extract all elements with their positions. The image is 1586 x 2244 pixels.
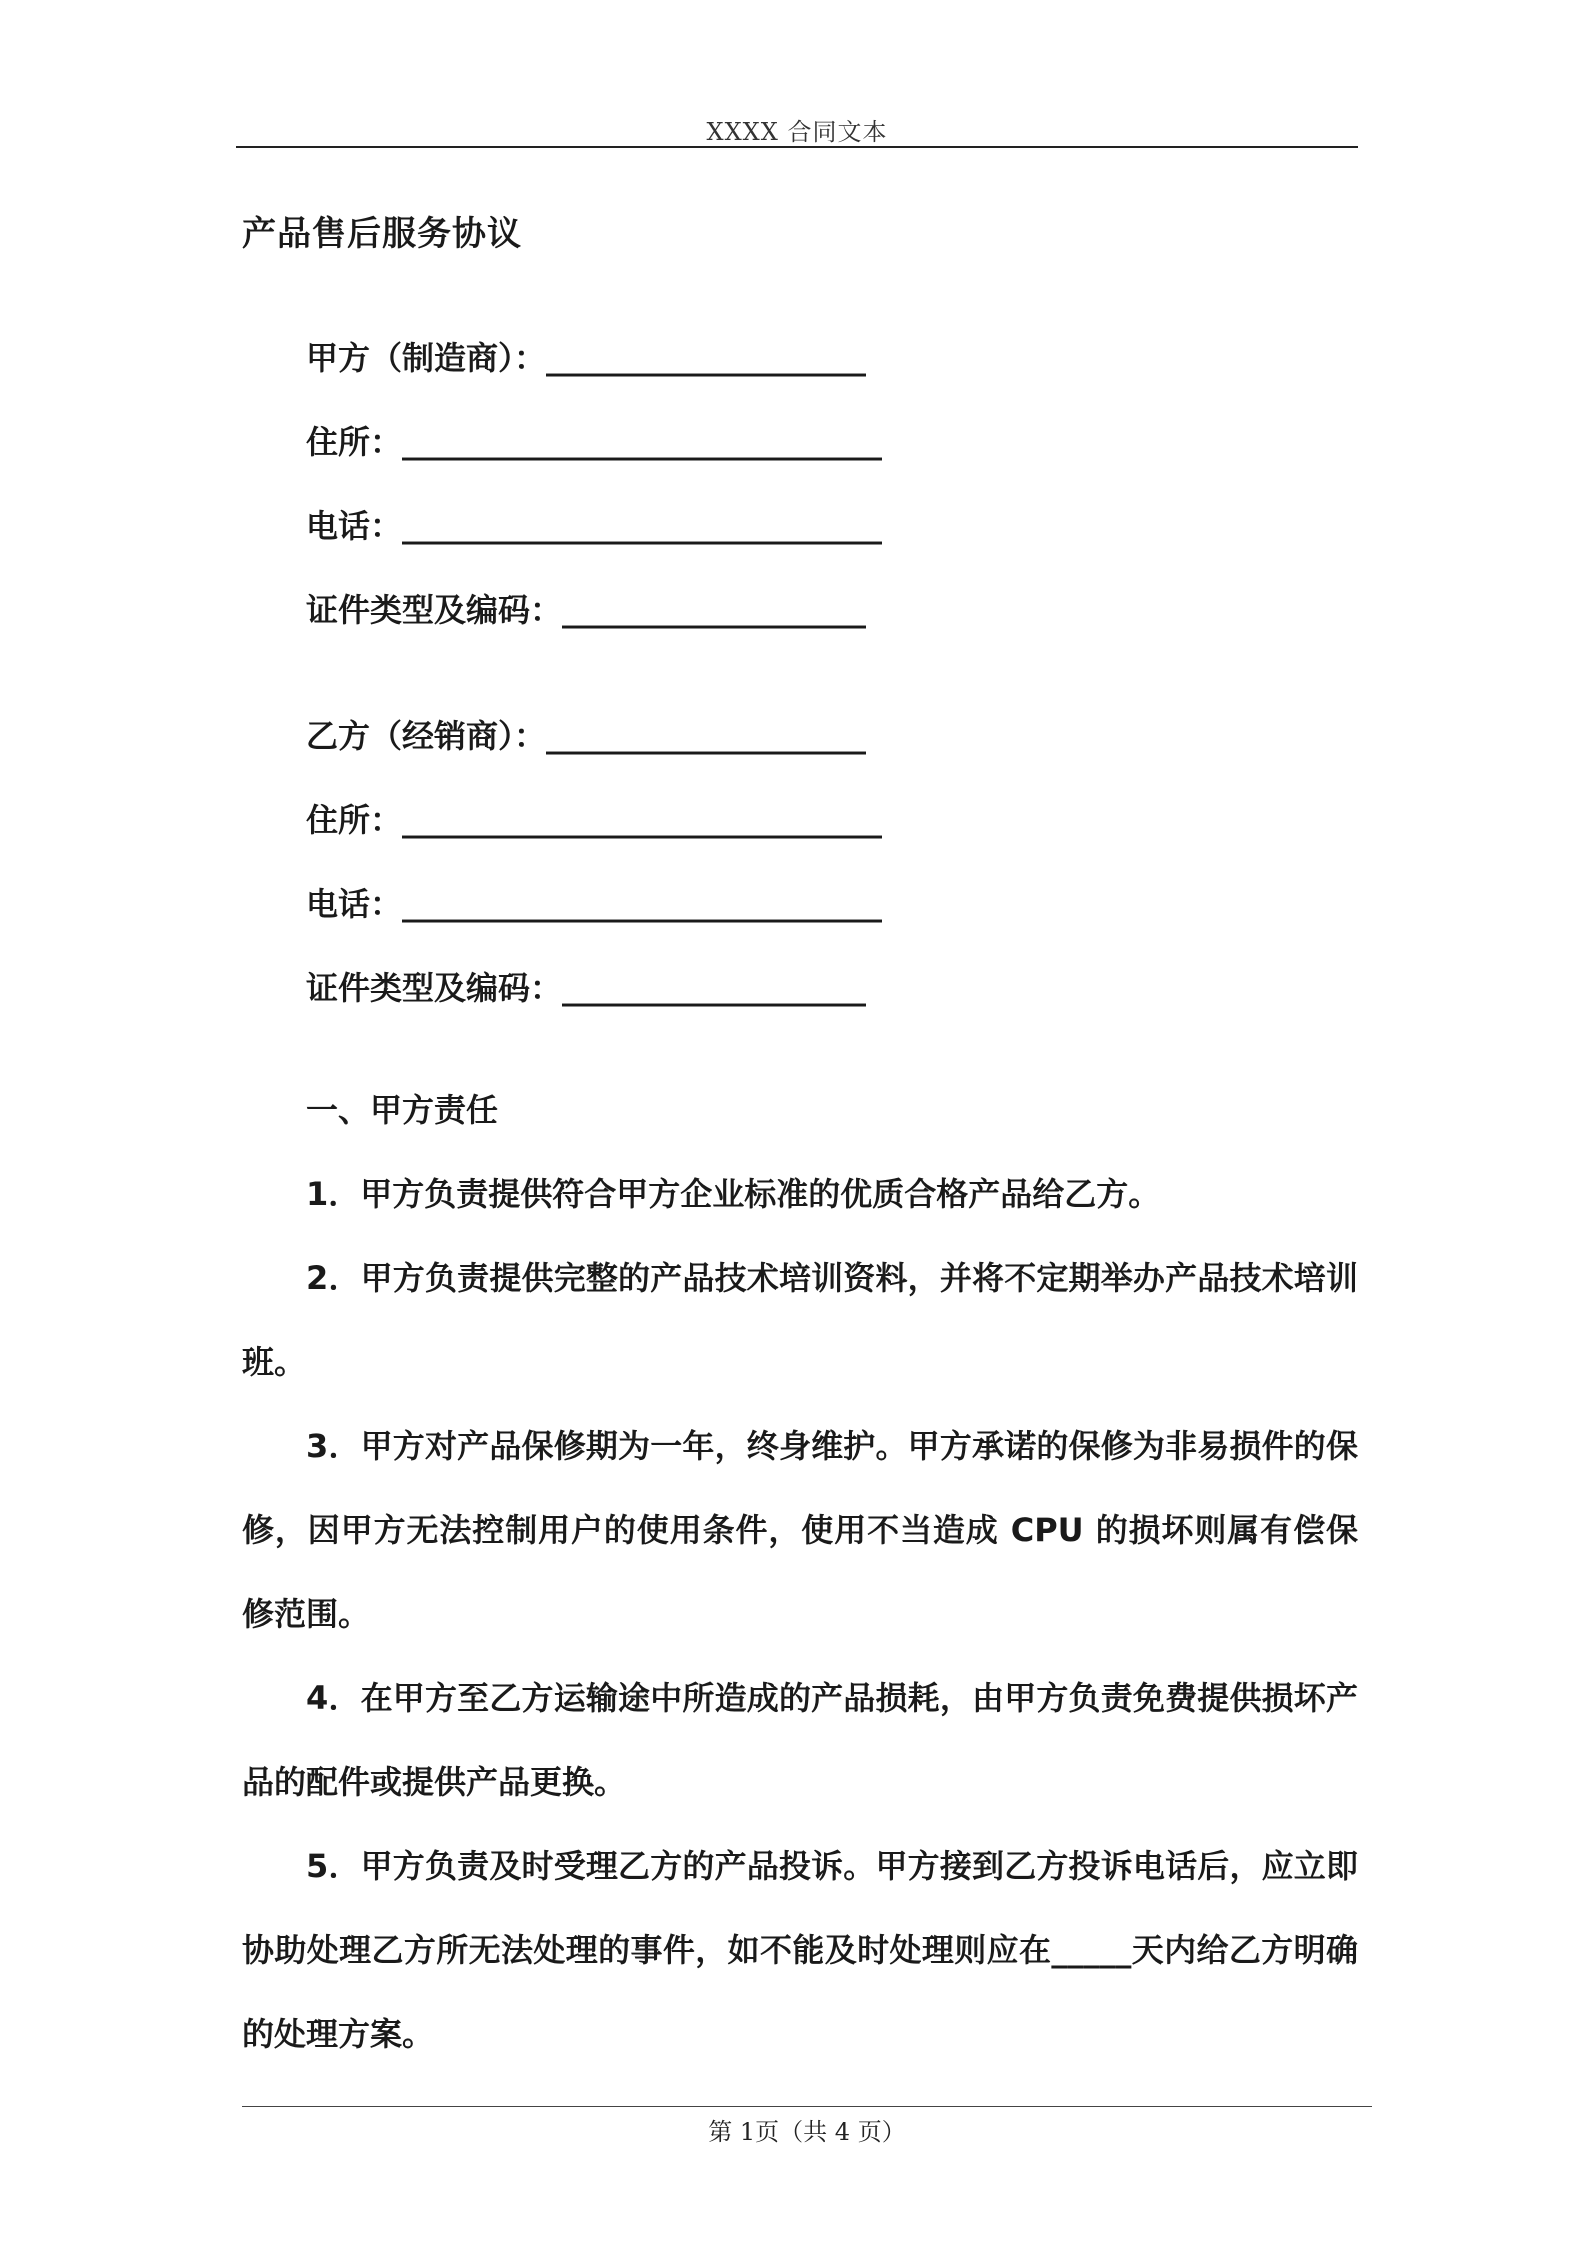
party-a-phone-field: 电话：______________________________	[306, 507, 883, 545]
party-b-phone-field: 电话：______________________________	[306, 885, 883, 923]
clause-1: 1．甲方负责提供符合甲方企业标准的优质合格产品给乙方。	[306, 1175, 1161, 1213]
clause-2: 2．甲方负责提供完整的产品技术培训资料，并将不定期举办产品技术培训班。	[242, 1259, 1358, 1381]
party-a-id-field: 证件类型及编码：___________________	[306, 591, 867, 629]
party-b-name-field: 乙方（经销商）：____________________	[306, 717, 867, 755]
page-number: 第 1页（共 4 页）	[708, 2118, 906, 2146]
header-divider	[236, 146, 1358, 148]
clause-4: 4．在甲方至乙方运输途中所造成的产品损耗，由甲方负责免费提供损坏产品的配件或提供产品更换。	[242, 1679, 1358, 1801]
party-b-address-field: 住所：______________________________	[306, 801, 883, 839]
party-b-id-field: 证件类型及编码：___________________	[306, 969, 867, 1007]
footer-divider	[242, 2106, 1372, 2107]
party-a-address-field: 住所：______________________________	[306, 423, 883, 461]
document-title: 产品售后服务协议	[242, 214, 522, 254]
clause-5: 5．甲方负责及时受理乙方的产品投诉。甲方接到乙方投诉电话后，应立即协助处理乙方所无法处理的事件，如不能及时处理则应在_____天内给乙方明确的处理方案。	[242, 1847, 1358, 2053]
page-header-title: XXXX 合同文本	[706, 118, 888, 146]
clause-3: 3．甲方对产品保修期为一年，终身维护。甲方承诺的保修为非易损件的保修，因甲方无法控制用户的使用条件，使用不当造成 CPU 的损坏则属有偿保修范围。	[242, 1427, 1358, 1633]
party-a-name-field: 甲方（制造商）：____________________	[306, 339, 867, 377]
section-heading-party-a-duties: 一、甲方责任	[306, 1091, 499, 1129]
